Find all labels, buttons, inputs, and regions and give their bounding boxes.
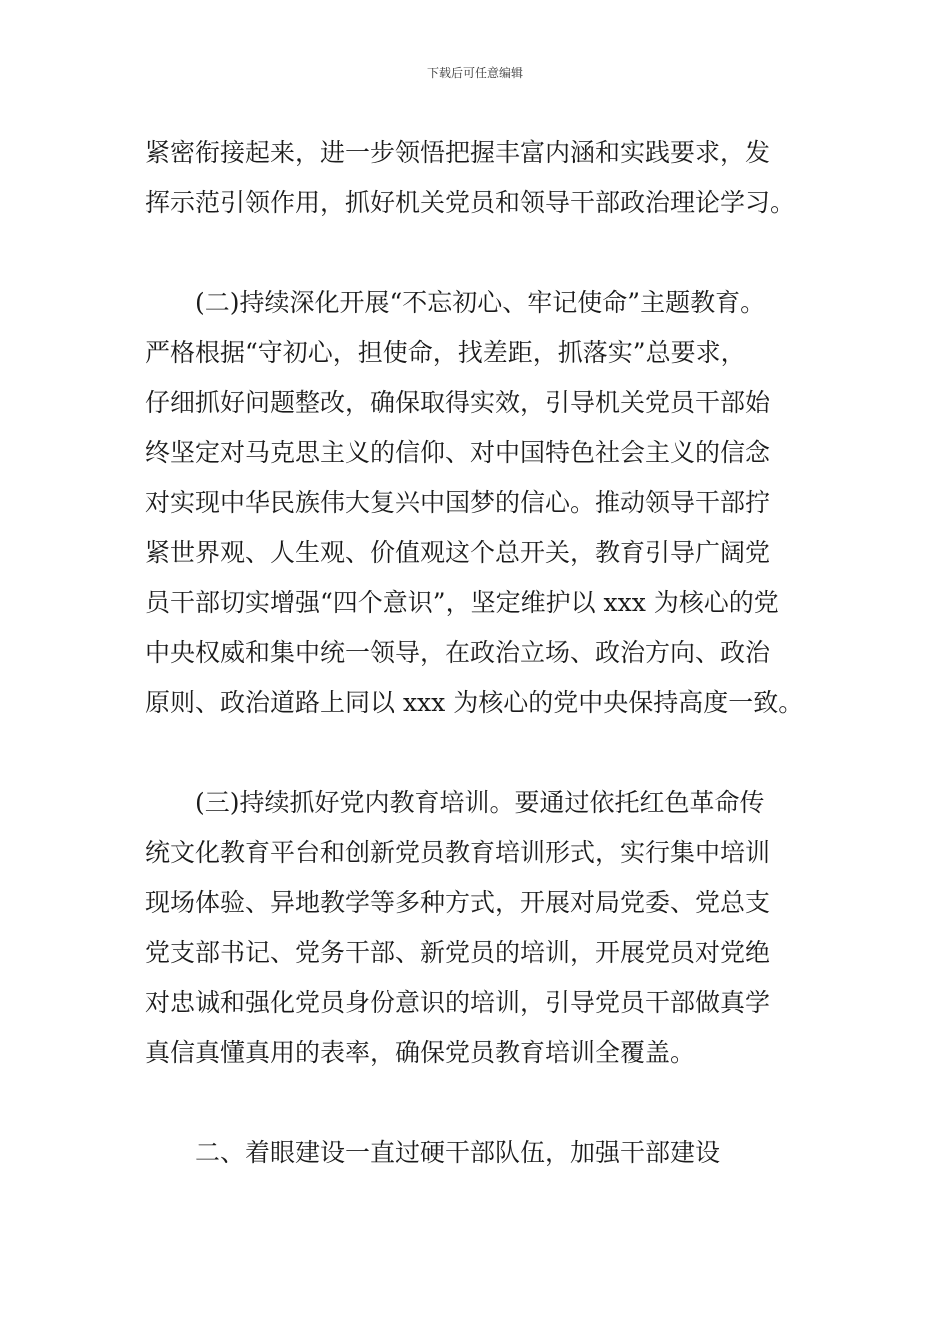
text-line: 终坚定对马克思主义的信仰、对中国特色社会主义的信念 — [145, 438, 771, 467]
text-line: 党支部书记、党务干部、新党员的培训，开展党员对党绝 — [145, 938, 771, 967]
section-heading — [145, 1128, 845, 1178]
text-line: (三)持续抓好党内教育培训。要通过依托红色革命传 — [195, 788, 765, 817]
text-line: 二、着眼建设一直过硬干部队伍，加强干部建设 — [195, 1138, 721, 1167]
text-line: 紧世界观、人生观、价值观这个总开关，教育引导广阔党 — [145, 538, 771, 567]
text-line: 真信真懂真用的表率，确保党员教育培训全覆盖。 — [145, 1038, 696, 1067]
text-line: 紧密衔接起来，进一步领悟把握丰富内涵和实践要求，发 — [145, 138, 771, 167]
text-line: 仔细抓好问题整改，确保取得实效，引导机关党员干部始 — [145, 388, 771, 417]
page-header: 下载后可任意编辑 — [426, 66, 523, 80]
text-line: 对实现中华民族伟大复兴中国梦的信心。推动领导干部拧 — [145, 488, 771, 517]
paragraph-3 — [145, 778, 845, 1078]
text-line: 严格根据“守初心，担使命，找差距，抓落实”总要求， — [145, 338, 746, 367]
text-line: (二)持续深化开展“不忘初心、牢记使命”主题教育。 — [195, 288, 766, 317]
text-line: 现场体验、异地教学等多种方式，开展对局党委、党总支 — [145, 888, 771, 917]
text-line: 挥示范引领作用，抓好机关党员和领导干部政治理论学习。 — [145, 188, 796, 217]
text-line: 对忠诚和强化党员身份意识的培训，引导党员干部做真学 — [145, 988, 771, 1017]
paragraph-2 — [145, 278, 845, 728]
text-line: 统文化教育平台和创新党员教育培训形式，实行集中培训 — [145, 838, 771, 867]
text-line: 中央权威和集中统一领导，在政治立场、政治方向、政治 — [145, 638, 771, 667]
text-line: 员干部切实增强“四个意识”，坚定维护以 xxx 为核心的党 — [145, 588, 779, 617]
paragraph-1 — [145, 128, 845, 228]
text-line: 原则、政治道路上同以 xxx 为核心的党中央保持高度一致。 — [145, 688, 804, 717]
document-body — [145, 128, 845, 1178]
